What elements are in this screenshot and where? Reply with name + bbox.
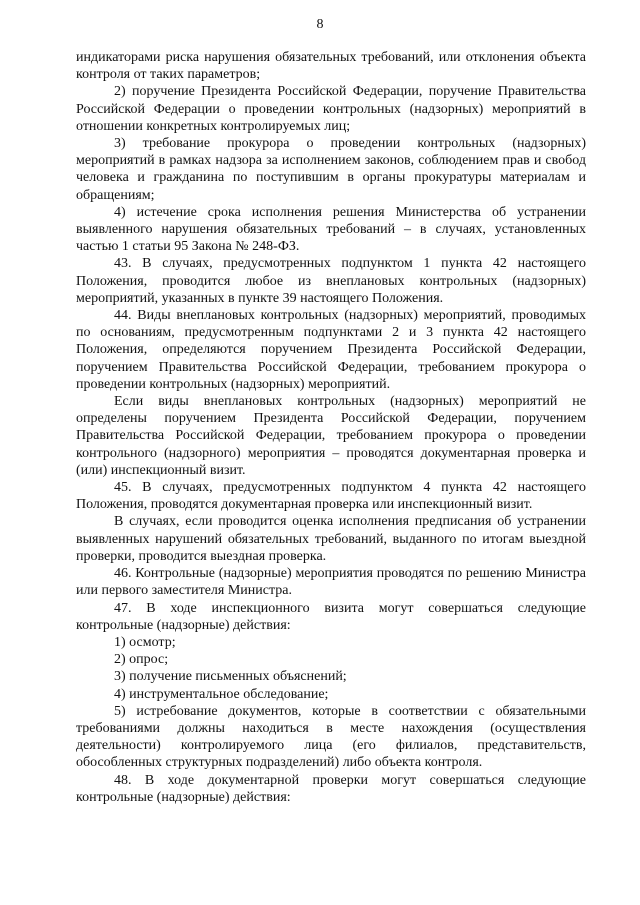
list-item-written-explanations: 3) получение письменных объяснений; (114, 669, 347, 685)
paragraph-48: 48. В ходе документарной проверки могут совершаться следующие контрольные (надзорные) действия: (76, 772, 586, 805)
paragraph-item-3: 3) требование прокурора о проведении контрольных (надзорных) мероприятий в рамках надзора за исполнением законов, соблюдением прав и свобод человека и гражданина по поступившим в органы прокуратуры материалам и обращениям; (76, 136, 586, 203)
document-body (76, 49, 586, 806)
paragraph-44-continued: Если виды внеплановых контрольных (надзорных) мероприятий не определены поручением Президента Российской Федерации, поручением Правительства Российской Федерации, требованием прокурора о проведении контрольного (надзорного) мероприятия – проводятся документарная проверка и (или) инспекционный визит. (76, 394, 586, 478)
list-item-document-request: 5) истребование документов, которые в соответствии с обязательными требованиями должны находиться в месте нахождения (осуществления деятельности) контролируемого лица (его филиалов, представительств, обособленных структурных подразделений) либо объекта контроля. (76, 703, 586, 771)
list-item-inspection: 1) осмотр; (114, 634, 176, 650)
paragraph-45-continued: В случаях, если проводится оценка исполнения предписания об устранении выявленных нарушений обязательных требований, выданного по итогам выездной проверки, проводится выездная проверка. (76, 514, 586, 564)
paragraph-46: 46. Контрольные (надзорные) мероприятия проводятся по решению Министра или первого заместителя Министра. (76, 566, 586, 599)
list-item-survey: 2) опрос; (114, 652, 169, 668)
paragraph-item-4: 4) истечение срока исполнения решения Министерства об устранении выявленного нарушения обязательных требований – в случаях, установленных частью 1 статьи 95 Закона № 248-ФЗ. (76, 204, 586, 255)
paragraph-43: 43. В случаях, предусмотренных подпунктом 1 пункта 42 настоящего Положения, проводится любое из внеплановых контрольных (надзорных) мероприятий, указанных в пункте 39 настоящего Положения. (76, 256, 586, 306)
paragraph-continuation: индикаторами риска нарушения обязательных требований, или отклонения объекта контроля от таких параметров; (76, 50, 586, 83)
paragraph-45: 45. В случаях, предусмотренных подпунктом 4 пункта 42 настоящего Положения, проводятся документарная проверка или инспекционный визит. (76, 480, 586, 513)
paragraph-44: 44. Виды внеплановых контрольных (надзорных) мероприятий, проводимых по основаниям, предусмотренным подпунктами 2 и 3 пункта 42 настоящего Положения, определяются поручением Президента Российской Федерации, поручением Правительства Российской Федерации, требованием прокурора о проведении контрольных (надзорных) мероприятий. (76, 308, 586, 392)
page-number: 8 (316, 17, 324, 32)
list-item-instrumental-examination: 4) инструментальное обследование; (114, 686, 329, 702)
paragraph-item-2: 2) поручение Президента Российской Федерации, поручение Правительства Российской Федерации о проведении контрольных (надзорных) мероприятий в отношении конкретных контролируемых лиц; (76, 84, 586, 134)
paragraph-47: 47. В ходе инспекционного визита могут совершаться следующие контрольные (надзорные) действия: (76, 600, 586, 633)
